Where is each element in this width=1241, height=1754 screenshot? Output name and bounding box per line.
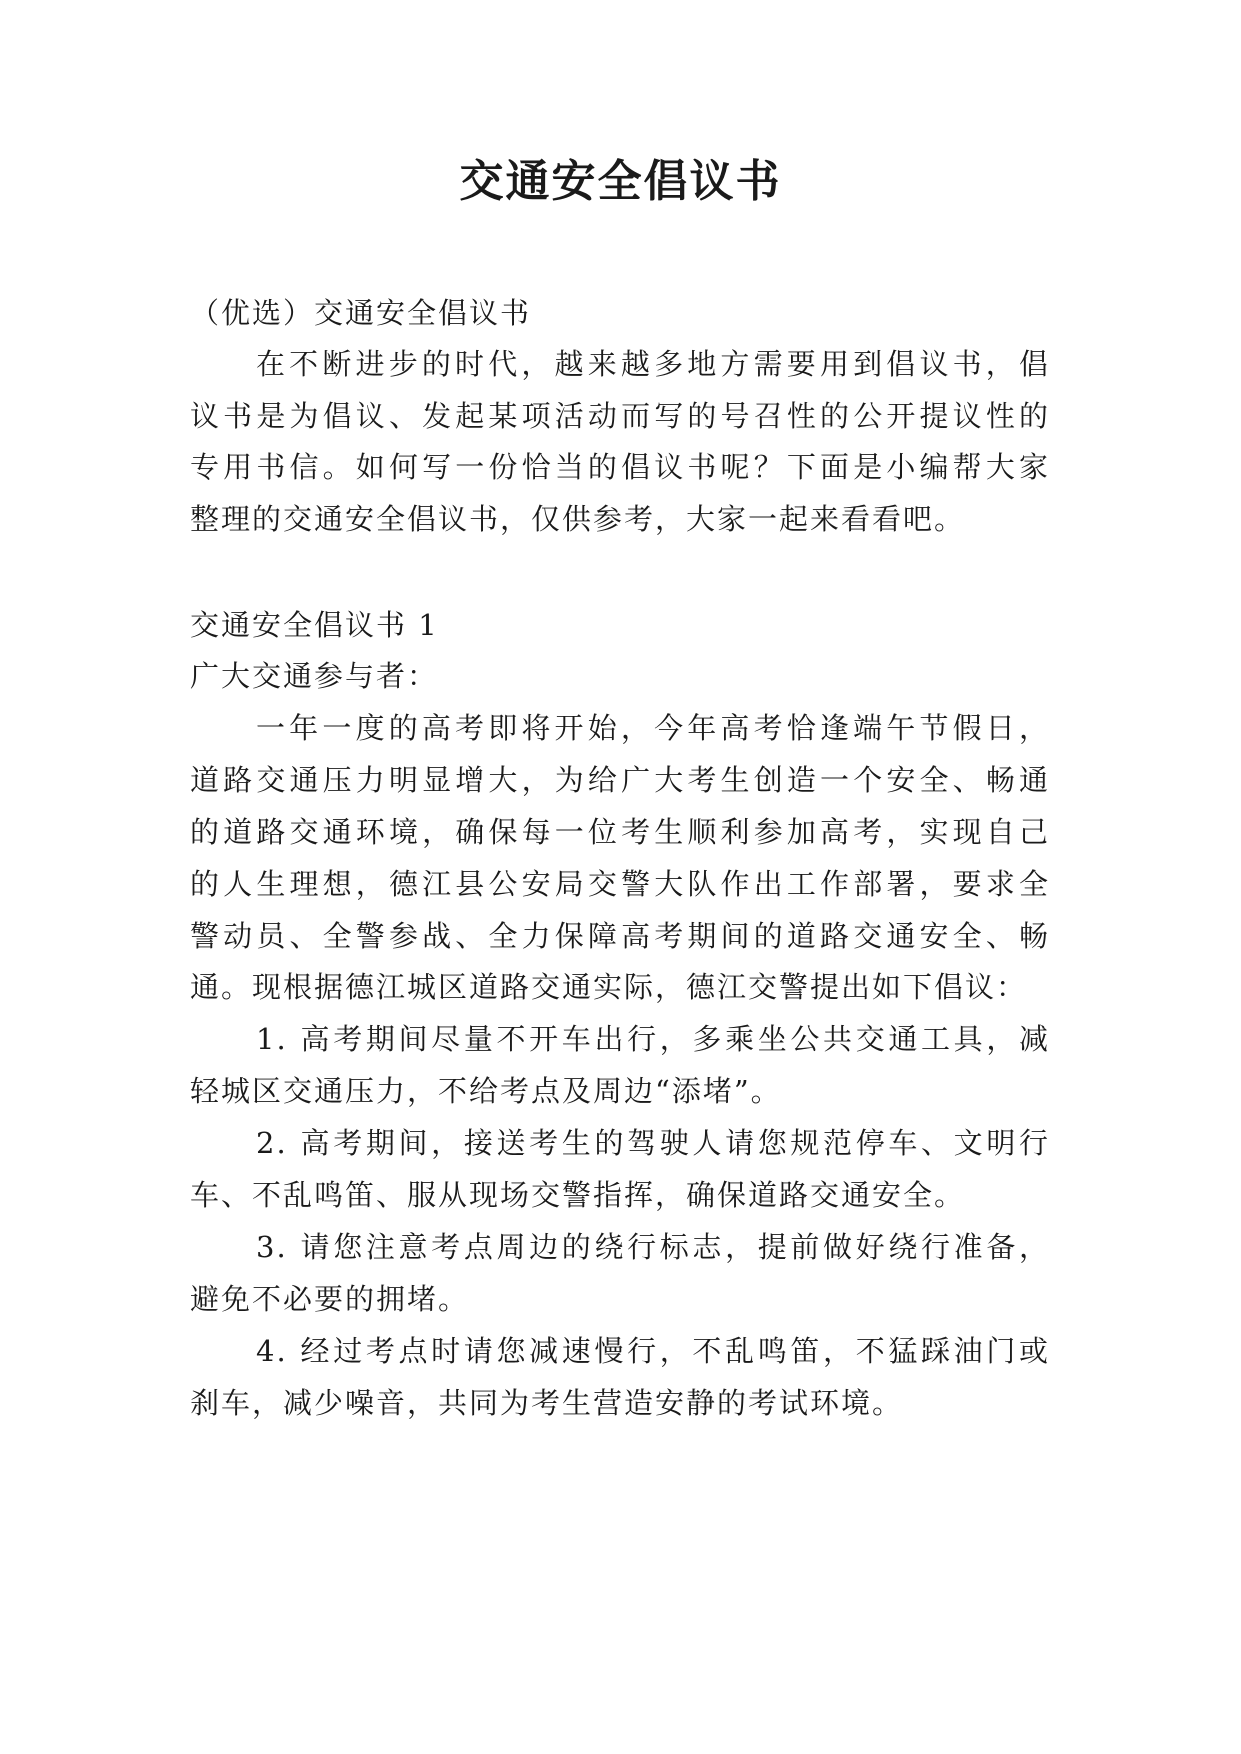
body-line: 警动员、全警参战、全力保障高考期间的道路交通安全、畅 — [190, 919, 1050, 953]
list-item-line: 轻城区交通压力，不给考点及周边“添堵”。 — [190, 1074, 782, 1108]
intro-line: 整理的交通安全倡议书，仅供参考，大家一起来看看吧。 — [190, 502, 966, 536]
list-item-line: 避免不必要的拥堵。 — [190, 1282, 470, 1316]
intro-line: 专用书信。如何写一份恰当的倡议书呢？下面是小编帮大家 — [190, 450, 1050, 484]
document-title: 交通安全倡议书 — [459, 156, 782, 207]
list-item-line: 刹车，减少噪音，共同为考生营造安静的考试环境。 — [190, 1386, 904, 1420]
section-heading: 交通安全倡议书 1 — [190, 608, 439, 642]
body-line: 道路交通压力明显增大，为给广大考生创造一个安全、畅通 — [190, 763, 1050, 797]
list-item-line: 2. 高考期间，接送考生的驾驶人请您规范停车、文明行 — [256, 1126, 1050, 1160]
document-subtitle: （优选）交通安全倡议书 — [190, 296, 532, 330]
list-item-line: 3. 请您注意考点周边的绕行标志，提前做好绕行准备， — [256, 1230, 1050, 1264]
body-line: 一年一度的高考即将开始，今年高考恰逢端午节假日， — [256, 711, 1050, 745]
list-item-line: 4. 经过考点时请您减速慢行，不乱鸣笛，不猛踩油门或 — [256, 1334, 1050, 1368]
list-item-line: 1. 高考期间尽量不开车出行，多乘坐公共交通工具，减 — [256, 1022, 1050, 1056]
intro-line: 在不断进步的时代，越来越多地方需要用到倡议书，倡 — [256, 347, 1050, 381]
intro-line: 议书是为倡议、发起某项活动而写的号召性的公开提议性的 — [190, 399, 1050, 433]
body-line: 的道路交通环境，确保每一位考生顺利参加高考，实现自己 — [190, 815, 1050, 849]
salutation: 广大交通参与者： — [190, 659, 439, 693]
body-line: 的人生理想，德江县公安局交警大队作出工作部署，要求全 — [190, 867, 1050, 901]
body-line: 通。现根据德江城区道路交通实际，德江交警提出如下倡议： — [190, 970, 1028, 1004]
list-item-line: 车、不乱鸣笛、服从现场交警指挥，确保道路交通安全。 — [190, 1178, 966, 1212]
